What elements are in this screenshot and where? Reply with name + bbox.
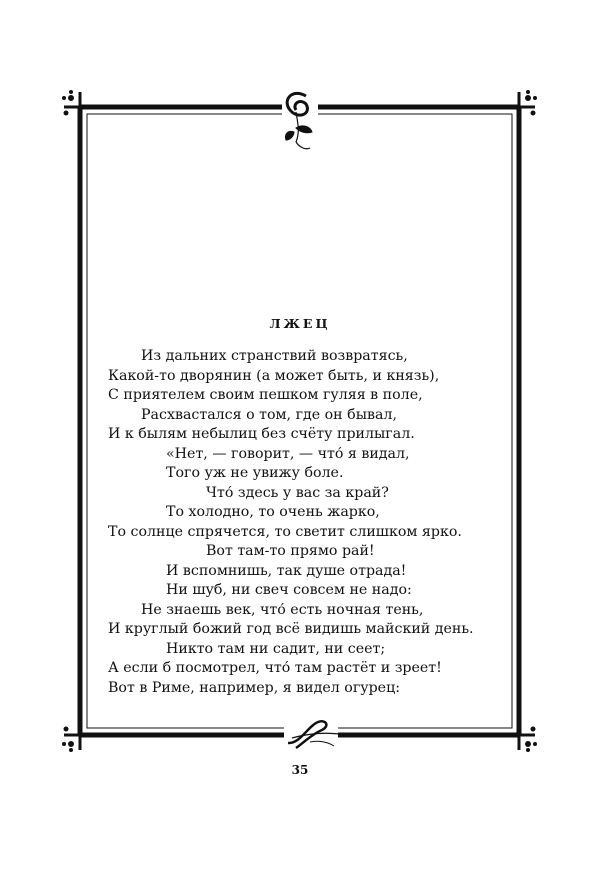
poem-line: Расхвастался о том, где он бывал, xyxy=(141,406,397,423)
page-number: 35 xyxy=(291,763,309,777)
poem-line: Ни шуб, ни свеч совсем не надо: xyxy=(166,582,412,598)
top-flourish-ornament xyxy=(282,93,318,148)
poem-line: И вспомнишь, так душе отрада! xyxy=(166,562,407,579)
poem-line: С приятелем своим пешком гуляя в поле, xyxy=(108,387,423,403)
bottom-flourish-ornament xyxy=(284,721,340,748)
corner-ornament-top-right xyxy=(525,90,537,116)
poem-line: То солнце спрячется, то светит слишком ярко. xyxy=(108,523,462,540)
poem-line: Какой-то дворянин (а может быть, и князь), xyxy=(108,367,440,384)
corner-ornament-top-left xyxy=(62,90,74,116)
poem-line: Из дальних странствий возвратясь, xyxy=(141,348,408,364)
poem-line: Никто там ни садит, ни сеет; xyxy=(166,640,386,657)
poem-line: Вот в Риме, например, я видел огурец: xyxy=(108,679,400,696)
poem-title: ЛЖЕЦ xyxy=(269,316,331,331)
poem-line: И к былям небылиц без счёту прилыгал. xyxy=(108,426,415,442)
corner-ornament-bottom-right xyxy=(525,727,537,753)
poem-line: А если б посмотрел, что́ там растёт и зреет! xyxy=(108,660,442,676)
poem-line: Что́ здесь у вас за край? xyxy=(206,484,389,501)
poem-line: Вот там-то прямо рай! xyxy=(206,543,375,559)
poem-line: «Нет, — говорит, — что́ я видал, xyxy=(166,445,410,462)
poem-body xyxy=(108,347,500,698)
poem-line: И круглый божий год всё видишь майский день. xyxy=(108,621,474,637)
corner-ornament-bottom-left xyxy=(62,727,74,753)
poem-line: То холодно, то очень жарко, xyxy=(166,504,380,520)
poem-line: Не знаешь век, что́ есть ночная тень, xyxy=(141,601,424,618)
poem-line: Того уж не увижу боле. xyxy=(166,465,344,481)
